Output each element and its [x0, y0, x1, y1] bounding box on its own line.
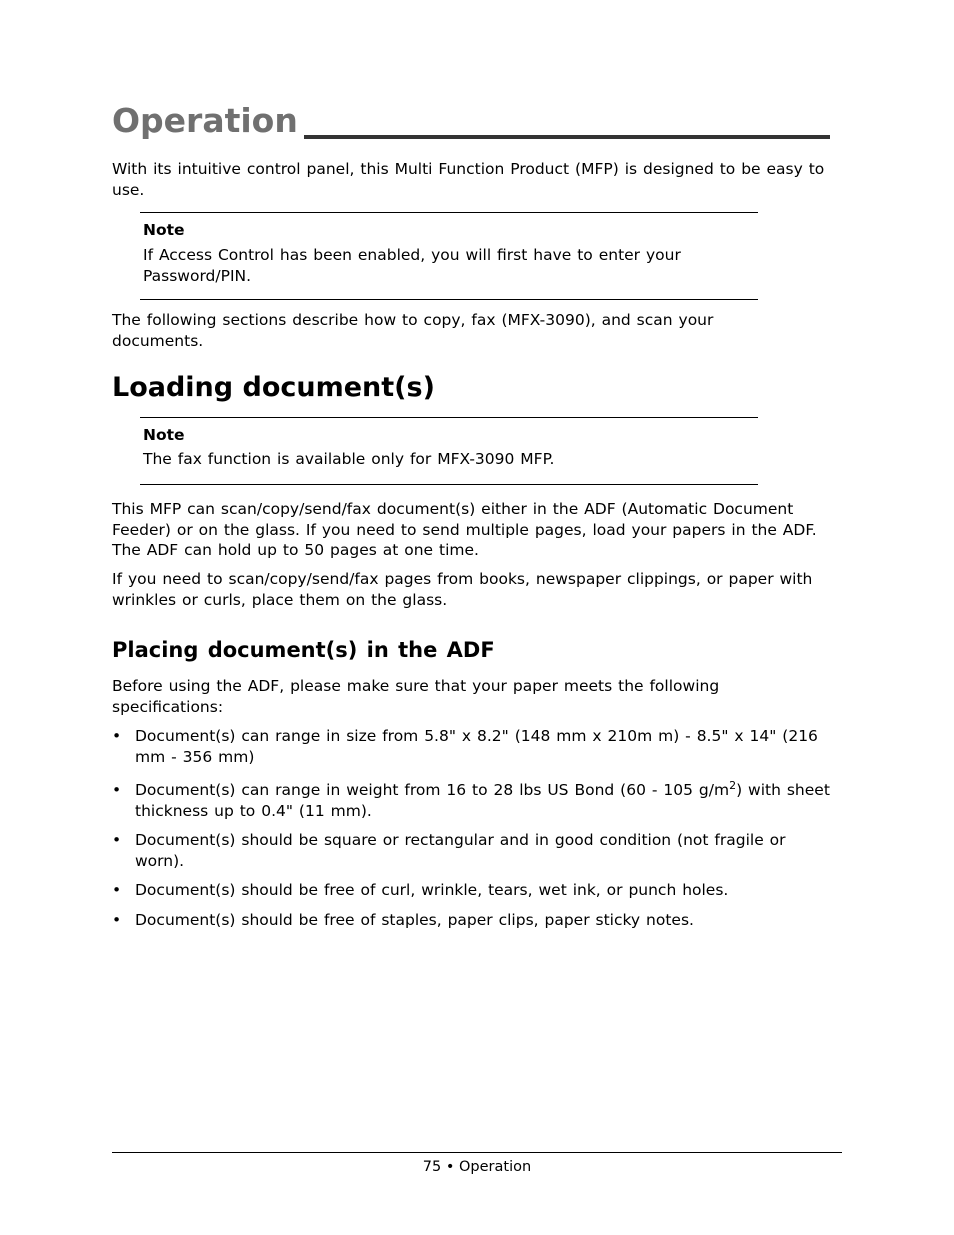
note-text: If Access Control has been enabled, you will first have to enter your Password/PIN.	[143, 246, 681, 285]
section-heading-loading: Loading document(s)	[112, 372, 435, 403]
bullet-icon: •	[112, 911, 122, 929]
list-item-text: Document(s) should be free of staples, paper clips, paper sticky notes.	[135, 911, 694, 929]
note-box-access-control	[140, 212, 758, 300]
bullet-icon: •	[112, 781, 122, 799]
list-item-text: Document(s) should be free of curl, wrinkle, tears, wet ink, or punch holes.	[135, 881, 729, 899]
intro-paragraph: With its intuitive control panel, this Multi Function Product (MFP) is designed to be easy to use.	[112, 160, 825, 199]
list-item-text-before: Document(s) can range in weight from 16 to 28 lbs US Bond (60 - 105 g/m	[135, 781, 730, 799]
chapter-title: Operation	[112, 101, 298, 140]
subsection-heading-adf: Placing document(s) in the ADF	[112, 638, 495, 662]
list-item-text: Document(s) should be square or rectangular and in good condition (not fragile or worn).	[135, 831, 786, 870]
list-item-text-after: ) with sheet thickness up to 0.4" (11 mm).	[135, 781, 830, 820]
loading-paragraph-1: This MFP can scan/copy/send/fax document(s) either in the ADF (Automatic Document Feeder) or on the glass. If you need to send multiple pages, load your papers in the ADF. The ADF can hold up to 50 pages at one time.	[112, 500, 817, 559]
list-item-text	[135, 780, 832, 821]
bullet-icon: •	[112, 881, 122, 899]
note-label: Note	[143, 426, 185, 444]
note-box-fax	[140, 417, 758, 485]
note-label: Note	[143, 221, 185, 239]
bullet-icon: •	[112, 727, 122, 745]
superscript: 2	[729, 778, 737, 792]
chapter-title-rule	[304, 135, 830, 139]
page-footer: 75 • Operation	[422, 1159, 532, 1175]
list-item-text: Document(s) can range in size from 5.8" x 8.2" (148 mm x 210m m) - 8.5" x 14" (216 mm - 356 mm)	[135, 727, 818, 766]
chapter-header	[112, 100, 830, 142]
sections-intro-paragraph: The following sections describe how to copy, fax (MFX-3090), and scan your documents.	[112, 311, 714, 350]
bullet-icon: •	[112, 831, 122, 849]
loading-paragraph-2: If you need to scan/copy/send/fax pages from books, newspaper clippings, or paper with wrinkles or curls, place them on the glass.	[112, 570, 813, 609]
note-text: The fax function is available only for MFX-3090 MFP.	[143, 450, 555, 468]
adf-intro-paragraph: Before using the ADF, please make sure that your paper meets the following specifications:	[112, 677, 720, 716]
footer-rule	[112, 1152, 842, 1153]
